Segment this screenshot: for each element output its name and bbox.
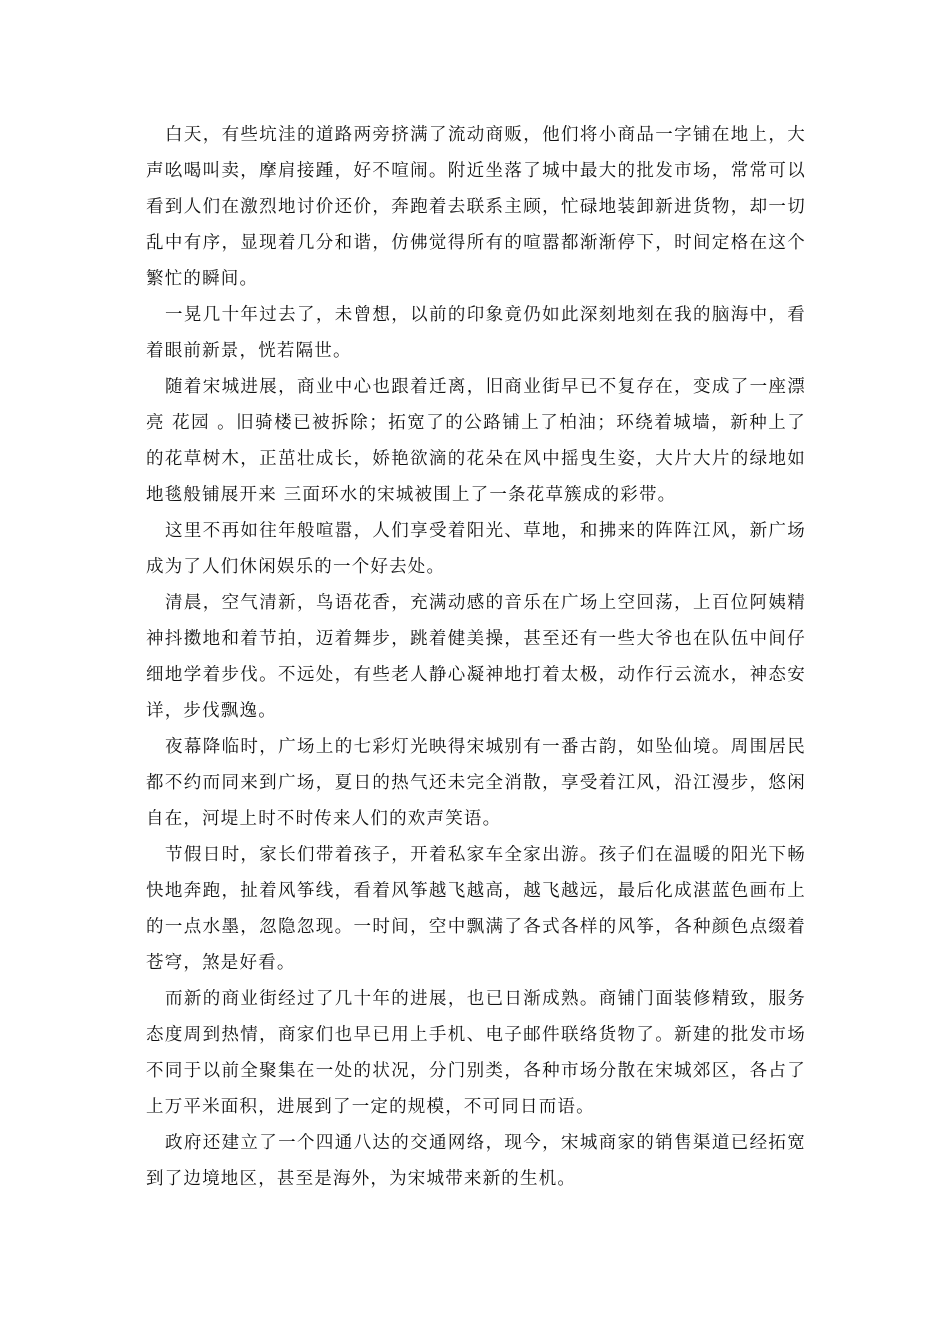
document-body — [146, 117, 806, 1197]
paragraph-3: 随着宋城进展，商业中心也跟着迁离，旧商业街早已不复存在，变成了一座漂亮 花园 。旧骑楼已被拆除；拓宽了的公路铺上了柏油；环绕着城墙，新种上了的花草树木，正茁壮成长，娇艳欲滴的花朵在风中摇曳生姿，大片大片的绿地如地毯般铺展开来 三面环水的宋城被围上了一条花草簇成的彩带。 — [146, 377, 806, 505]
paragraph-2: 一晃几十年过去了，未曾想，以前的印象竟仍如此深刻地刻在我的脑海中，看着眼前新景，恍若隔世。 — [146, 305, 806, 361]
paragraph-9: 政府还建立了一个四通八达的交通网络，现今，宋城商家的销售渠道已经拓宽到了边境地区，甚至是海外，为宋城带来新的生机。 — [146, 1133, 806, 1189]
paragraph-8: 而新的商业街经过了几十年的进展，也已日渐成熟。商铺门面装修精致，服务态度周到热情，商家们也早已用上手机、电子邮件联络货物了。新建的批发市场不同于以前全聚集在一处的状况，分门别类，各种市场分散在宋城郊区，各占了上万平米面积，进展到了一定的规模，不可同日而语。 — [146, 989, 806, 1117]
paragraph-6: 夜幕降临时，广场上的七彩灯光映得宋城别有一番古韵，如坠仙境。周围居民都不约而同来到广场，夏日的热气还未完全消散，享受着江风，沿江漫步，悠闲自在，河堤上时不时传来人们的欢声笑语。 — [146, 737, 806, 829]
paragraph-7: 节假日时，家长们带着孩子，开着私家车全家出游。孩子们在温暖的阳光下畅快地奔跑，扯着风筝线，看着风筝越飞越高，越飞越远，最后化成湛蓝色画布上的一点水墨，忽隐忽现。一时间，空中飘满了各式各样的风筝，各种颜色点缀着苍穹，煞是好看。 — [146, 845, 806, 973]
paragraph-4: 这里不再如往年般喧嚣，人们享受着阳光、草地，和拂来的阵阵江风，新广场成为了人们休闲娱乐的一个好去处。 — [146, 521, 806, 577]
paragraph-5: 清晨，空气清新，鸟语花香，充满动感的音乐在广场上空回荡，上百位阿姨精神抖擞地和着节拍，迈着舞步，跳着健美操，甚至还有一些大爷也在队伍中间仔细地学着步伐。不远处，有些老人静心凝神地打着太极，动作行云流水，神态安详，步伐飘逸。 — [146, 593, 806, 721]
paragraph-1: 白天，有些坑洼的道路两旁挤满了流动商贩，他们将小商品一字铺在地上，大声吆喝叫卖，摩肩接踵，好不喧闹。附近坐落了城中最大的批发市场，常常可以看到人们在激烈地讨价还价，奔跑着去联系主顾，忙碌地装卸新进货物，却一切乱中有序，显现着几分和谐，仿佛觉得所有的喧嚣都渐渐停下，时间定格在这个繁忙的瞬间。 — [146, 125, 806, 289]
